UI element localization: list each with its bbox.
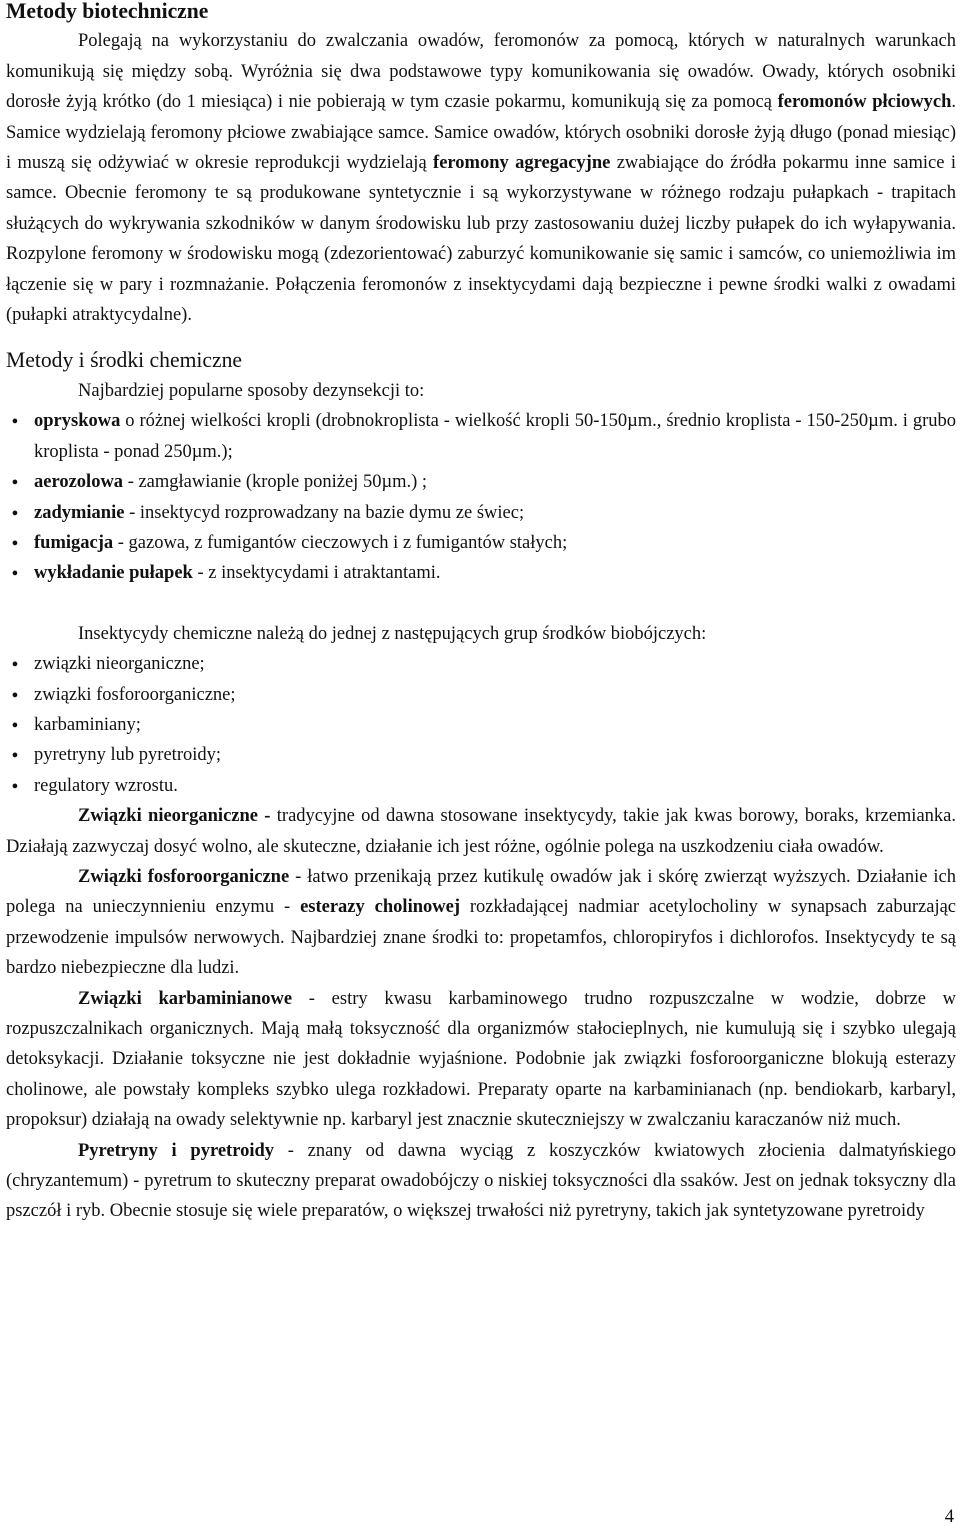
- bold-term: fumigacja: [34, 532, 114, 553]
- text-run: Polegają na wykorzystaniu do zwalczania owadów, feromonów za pomocą, których w naturalnych warunkach komunikują się między sobą. Wyróżnia się dwa podstawowe typy komunikowania się owadów. Owady, których osobniki dorosłe żyją krótko (do 1 miesiąca) i nie pobierają w tym czasie pokarmu, komunikują się za pomocą: [6, 31, 956, 113]
- list-item: ● karbaminiany;: [6, 710, 956, 740]
- bold-term: Związki fosforoorganiczne: [78, 866, 290, 887]
- methods-list: [6, 406, 956, 588]
- text-run: - zamgławianie (krople poniżej 50µm.) ;: [123, 472, 428, 493]
- text-run: . Samice wydzielają feromony płciowe zwabiające samce. Samice owadów, których osobniki dorosłe żyją długo (ponad miesiąc) i muszą się odżywiać w okresie reprodukcji wydzielają: [6, 92, 956, 174]
- text-run: - z insektycydami i atraktantami.: [192, 563, 441, 584]
- paragraph-karbaminianowe: [6, 984, 956, 1136]
- list-item: ● związki fosforoorganiczne;: [6, 680, 956, 710]
- bullet-icon: [6, 528, 24, 560]
- bold-term: opryskowa: [34, 411, 121, 432]
- text-run: - estry kwasu karbaminowego trudno rozpuszczalne w wodzie, dobrze w rozpuszczalnikach organicznych. Mają małą toksyczność dla organizmów stałocieplnych, nie kumulują się i szybko ulegają detoksykacji. Działanie toksyczne nie jest dokładnie wyjaśnione. Podobnie jak związki fosforoorganiczne blokują esterazy cholinowe, ale powstały kompleks szybko ulega rozkładowi. Preparaty oparte na karbaminianach (np. bendiokarb, karbaryl, propoksur) działają na owady selektywnie np. karbaryl jest znacznie skuteczniejszy w zwalczaniu karaczanów niż much.: [6, 988, 956, 1131]
- section-heading-chem: Metody i środki chemiczne: [6, 348, 243, 373]
- bold-term: aerozolowa: [34, 472, 124, 493]
- paragraph-nieorganiczne: [6, 801, 956, 862]
- bullet-icon: [6, 498, 24, 530]
- text-run: o różnej wielkości kropli (drobnokroplista - wielkość kropli 50-150µm., średnio kroplista - 150-250µm. i grubo kroplista - ponad 250µm.);: [34, 411, 956, 462]
- list-item: [6, 498, 956, 528]
- text-run: tradycyjne od dawna stosowane insektycydy, takie jak kwas borowy, boraks, krzemianka. Działają zazwyczaj dosyć wolno, ale skuteczne, działanie ich jest różne, ogólnie polega na uszkodzeniu ciała owadów.: [6, 806, 956, 857]
- bold-term: Związki nieorganiczne -: [78, 806, 271, 827]
- bold-term: feromony agregacyjne: [433, 153, 611, 174]
- page-number: 4: [944, 1507, 954, 1527]
- bullet-icon: [6, 467, 24, 499]
- bullet-icon: [6, 649, 24, 681]
- text-run: - łatwo przenikają przez kutikulę owadów jak i skórę zwierząt wyższych. Działanie ich polega na unieczynnieniu enzymu -: [6, 866, 956, 918]
- list-item: [6, 467, 956, 497]
- document-page: [6, 0, 956, 1227]
- bold-term: wykładanie pułapek: [34, 563, 193, 584]
- list-item: [6, 406, 956, 467]
- paragraph-pyretroidy: [6, 1136, 956, 1227]
- bold-term: Związki karbaminianowe: [78, 988, 293, 1009]
- bullet-icon: [6, 558, 24, 590]
- bold-term: Pyretryny i pyretroidy: [78, 1140, 275, 1161]
- text-run: - insektycyd rozprowadzany na bazie dymu ze świec;: [124, 502, 525, 523]
- list-item: ● pyretryny lub pyretroidy;: [6, 740, 956, 770]
- paragraph-bio: [6, 26, 956, 330]
- text-run: rozkładającej nadmiar acetylocholiny w synapsach zaburzając przewodzenie impulsów nerwowych. Najbardziej znane środki to: propetamfos, chloropiryfos i dichlorofos. Insektycydy te są bardzo niebezpieczne dla ludzi.: [6, 897, 957, 979]
- list-item: [6, 528, 956, 558]
- list-item: ● związki nieorganiczne;: [6, 649, 956, 679]
- bullet-icon: [6, 680, 24, 712]
- bold-term: zadymianie: [34, 502, 125, 523]
- groups-intro: Insektycydy chemiczne należą do jednej z następujących grup środków biobójczych:: [78, 623, 707, 644]
- bullet-icon: [6, 740, 24, 772]
- bullet-icon: [6, 710, 24, 742]
- list-item: [6, 558, 956, 588]
- bullet-icon: [6, 406, 24, 438]
- text-run: - znany od dawna wyciąg z koszyczków kwiatowych złocienia dalmatyńskiego (chryzantemum) - pyretrum to skuteczny preparat owadobójczy o niskiej toksyczności dla ssaków. Jest on jednak toksyczny dla pszczół i ryb. Obecnie stosuje się wiele preparatów, o większej trwałości niż pyretryny, takich jak syntetyzowane pyretroidy: [6, 1140, 956, 1222]
- bold-term: esterazy cholinowej: [300, 897, 460, 918]
- bullet-icon: [6, 771, 24, 803]
- bold-term: feromonów płciowych: [777, 92, 952, 113]
- text-run: zwabiające do źródła pokarmu inne samice i samce. Obecnie feromony te są produkowane syntetycznie i są wykorzystywane w różnego rodzaju pułapkach - trapitach służących do wykrywania szkodników w danym środowisku lub przy zastosowaniu dużej liczby pułapek do ich wyłapywania. Rozpylone feromony w środowisku mogą (zdezorientować) zaburzyć komunikowanie się samic i samców, co uniemożliwia im łączenie się w pary i rozmnażanie. Połączenia feromonów z insektycydami dają bezpieczne i pewne środki walki z owadami (pułapki atraktycydalne).: [6, 153, 956, 326]
- section-heading-bio: Metody biotechniczne: [6, 0, 209, 23]
- paragraph-fosforoorganiczne: [6, 862, 956, 984]
- groups-list: [6, 649, 956, 801]
- chem-intro: Najbardziej popularne sposoby dezynsekcji to:: [78, 380, 425, 401]
- text-run: - gazowa, z fumigantów cieczowych i z fumigantów stałych;: [113, 532, 568, 553]
- list-item: ● regulatory wzrostu.: [6, 771, 956, 801]
